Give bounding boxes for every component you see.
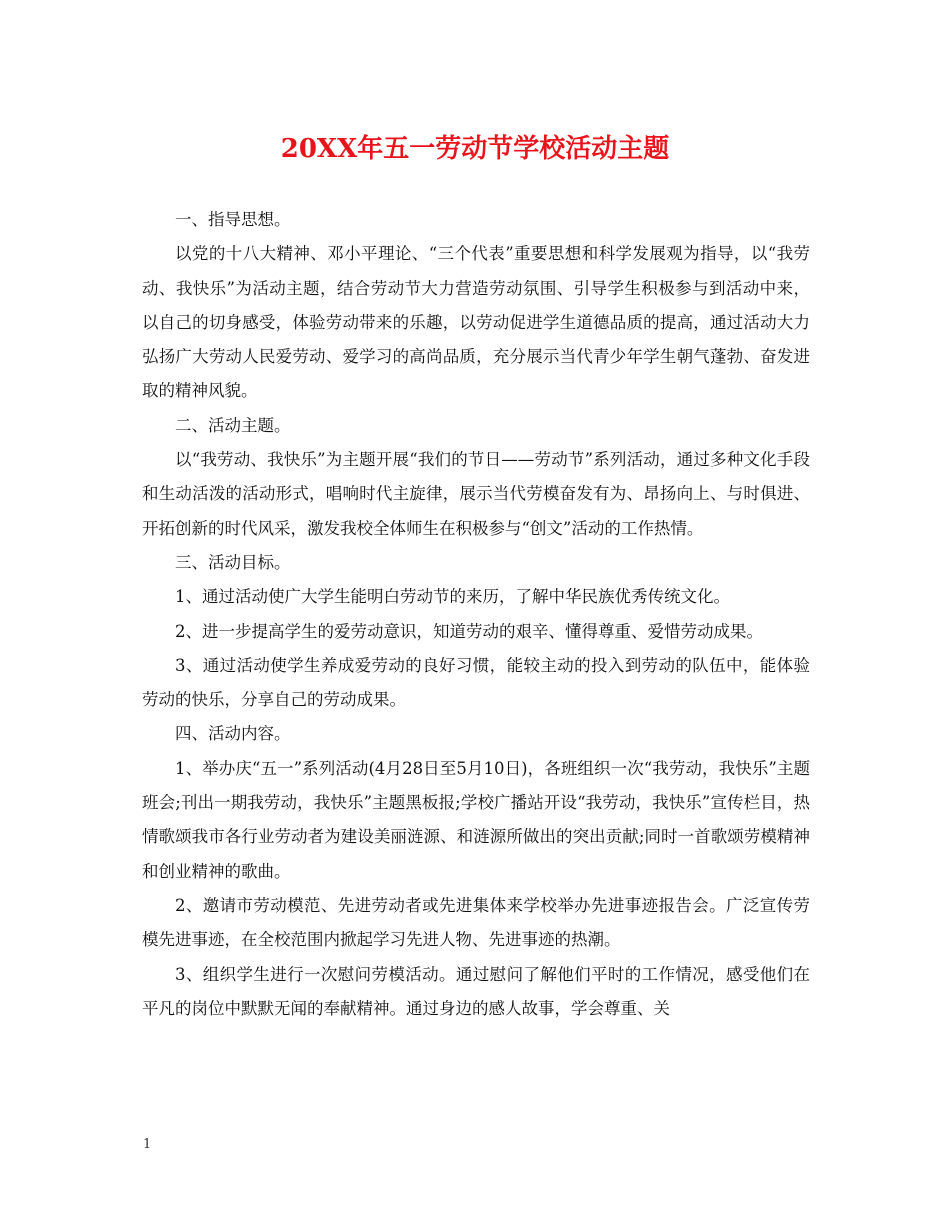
- document-body: [142, 203, 810, 1026]
- paragraph-goal-1: 1、通过活动使广大学生能明白劳动节的来历，了解中华民族优秀传统文化。: [175, 587, 730, 607]
- paragraph-goal-3: 3、通过活动使学生养成爱劳动的良好习惯，能较主动的投入到劳动的队伍中，能体验劳动的快乐，分享自己的劳动成果。: [142, 655, 810, 710]
- document-title: 20XX年五一劳动节学校活动主题: [280, 134, 670, 164]
- section-heading-guiding-ideology: 一、指导思想。: [175, 210, 291, 229]
- section-heading-activity-content: 四、活动内容。: [175, 724, 291, 744]
- paragraph-content-3: 3、组织学生进行一次慰问劳模活动。通过慰问了解他们平时的工作情况，感受他们在平凡的岗位中默默无闻的奉献精神。通过身边的感人故事，学会尊重、关: [142, 964, 810, 1018]
- paragraph-content-2: 2、邀请市劳动模范、先进劳动者或先进集体来学校举办先进事迹报告会。广泛宣传劳模先进事迹，在全校范围内掀起学习先进人物、先进事迹的热潮。: [142, 895, 810, 950]
- section-heading-activity-goals: 三、活动目标。: [175, 552, 291, 572]
- section-heading-activity-theme: 二、活动主题。: [175, 415, 291, 435]
- page-number: 1: [143, 1137, 152, 1152]
- paragraph-content-1: 1、举办庆“五一”系列活动(4月28日至5月10日)，各班组织一次“我劳动，我快乐”主题班会;刊出一期我劳动，我快乐”主题黑板报;学校广播站开设“我劳动，我快乐”宣传栏目，热情歌颂我市各行业劳动者为建设美丽涟源、和涟源所做出的突出贡献;同时一首歌颂劳模精神和创业精神的歌曲。: [142, 758, 810, 881]
- paragraph-activity-theme: 以“我劳动、我快乐”为主题开展“我们的节日——劳动节”系列活动，通过多种文化手段和生动活泼的活动形式，唱响时代主旋律，展示当代劳模奋发有为、昂扬向上、与时俱进、开拓创新的时代风采，激发我校全体师生在积极参与“创文”活动的工作热情。: [142, 450, 810, 538]
- paragraph-guiding-ideology: 以党的十八大精神、邓小平理论、“三个代表”重要思想和科学发展观为指导，以“我劳动、我快乐”为活动主题，结合劳动节大力营造劳动氛围、引导学生积极参与到活动中来，以自己的切身感受，体验劳动带来的乐趣，以劳动促进学生道德品质的提高，通过活动大力弘扬广大劳动人民爱劳动、爱学习的高尚品质，充分展示当代青少年学生朝气蓬勃、奋发进取的精神风貌。: [142, 244, 810, 401]
- paragraph-goal-2: 2、进一步提高学生的爱劳动意识，知道劳动的艰辛、懂得尊重、爱惜劳动成果。: [175, 621, 763, 641]
